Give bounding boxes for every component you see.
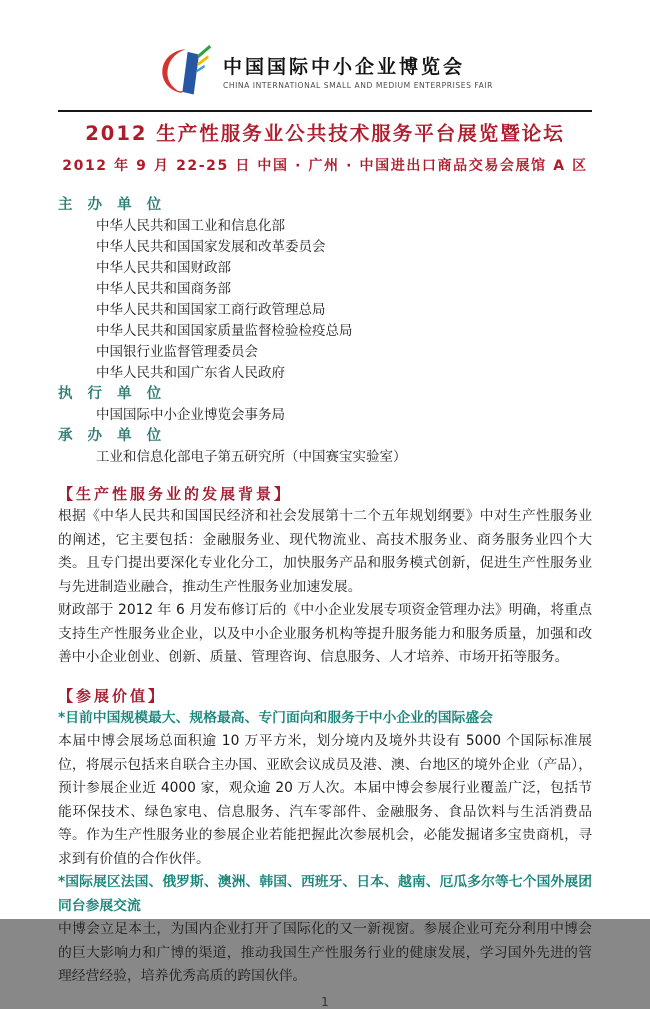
value-section (58, 685, 592, 989)
undertaker-units-label: 承 办 单 位 (58, 428, 167, 445)
fair-logo-icon (157, 44, 213, 102)
value-paragraph: 本届中博会展场总面积逾 10 万平方米，划分境内及境外共设有 5000 个国际标准展位，将展示包括来自联合主办国、亚欧会议成员及港、澳、台地区的境外企业（产品），预计参展企业近 4000 家，观众逾 20 万人次。本届中博会参展行业覆盖广泛，包括节能环保技术、绿色家电、信息服务、汽车零部件、金融服务、食品饮料与生活消费品等。作为生产性服务业的参展企业若能把握此次参展机会，必能发掘诸多宝贵商机，寻求到有价值的合作伙伴。 (58, 733, 592, 867)
header-divider (58, 110, 592, 112)
value-paragraph: 中博会立足本土，为国内企业打开了国际化的又一新视窗。参展企业可充分利用中博会的巨大影响力和广博的渠道，推动我国生产性服务行业的健康发展，学习国外先进的管理经营经验，培养优秀高质的跨国伙伴。 (58, 921, 592, 985)
host-unit-item: 中华人民共和国商务部 (96, 281, 231, 298)
fair-name-en: CHINA INTERNATIONAL SMALL AND MEDIUM ENTERPRISES FAIR (222, 81, 494, 91)
fair-logo (58, 44, 592, 102)
background-paragraph: 根据《中华人民共和国国民经济和社会发展第十二个五年规划纲要》中对生产性服务业的阐述，它主要包括：金融服务业、现代物流业、高技术服务业、商务服务业四个大类。且专门提出要深化专业化分工，加快服务产品和服务模式创新，促进生产性服务业与先进制造业融合，推动生产性服务业加速发展。 (58, 508, 592, 595)
value-subheading: *国际展区法国、俄罗斯、澳洲、韩国、西班牙、日本、越南、厄瓜多尔等七个国外展团同台参展交流 (58, 874, 592, 914)
executive-unit-item: 中国国际中小企业博览会事务局 (96, 407, 285, 424)
value-subheading: *目前中国规模最大、规格最高、专门面向和服务于中小企业的国际盛会 (58, 709, 493, 726)
value-heading: 【参展价值】 (58, 686, 167, 705)
host-unit-item: 中华人民共和国广东省人民政府 (96, 365, 285, 382)
background-heading: 【生产性服务业的发展背景】 (58, 485, 293, 504)
host-unit-item: 中国银行业监督管理委员会 (96, 344, 258, 361)
organizers-section (58, 195, 592, 468)
executive-units-label: 执 行 单 位 (58, 386, 167, 403)
host-unit-item: 中华人民共和国国家质量监督检验检疫总局 (96, 323, 353, 340)
undertaker-unit-item: 工业和信息化部电子第五研究所（中国赛宝实验室） (96, 449, 407, 466)
document-title: 2012 生产性服务业公共技术服务平台展览暨论坛 (85, 122, 565, 145)
fair-name-cn: 中国国际中小企业博览会 (222, 55, 465, 78)
host-unit-item: 中华人民共和国财政部 (96, 260, 231, 277)
host-unit-item: 中华人民共和国国家工商行政管理总局 (96, 302, 326, 319)
host-unit-item: 中华人民共和国国家发展和改革委员会 (96, 239, 326, 256)
host-unit-item: 中华人民共和国工业和信息化部 (96, 218, 285, 235)
page-number: 1 (321, 994, 329, 1009)
event-date-venue: 2012 年 9 月 22-25 日 中国 · 广州 · 中国进出口商品交易会展馆 A 区 (62, 158, 588, 175)
background-paragraph: 财政部于 2012 年 6 月发布修订后的《中小企业发展专项资金管理办法》明确，将重点支持生产性服务业企业，以及中小企业服务机构等提升服务能力和服务质量，加强和改善中小企业创业、创新、质量、管理咨询、信息服务、人才培养、市场开拓等服务。 (58, 602, 592, 666)
page-footer (58, 989, 592, 1009)
host-units-label: 主 办 单 位 (58, 197, 167, 214)
background-section (58, 483, 592, 670)
